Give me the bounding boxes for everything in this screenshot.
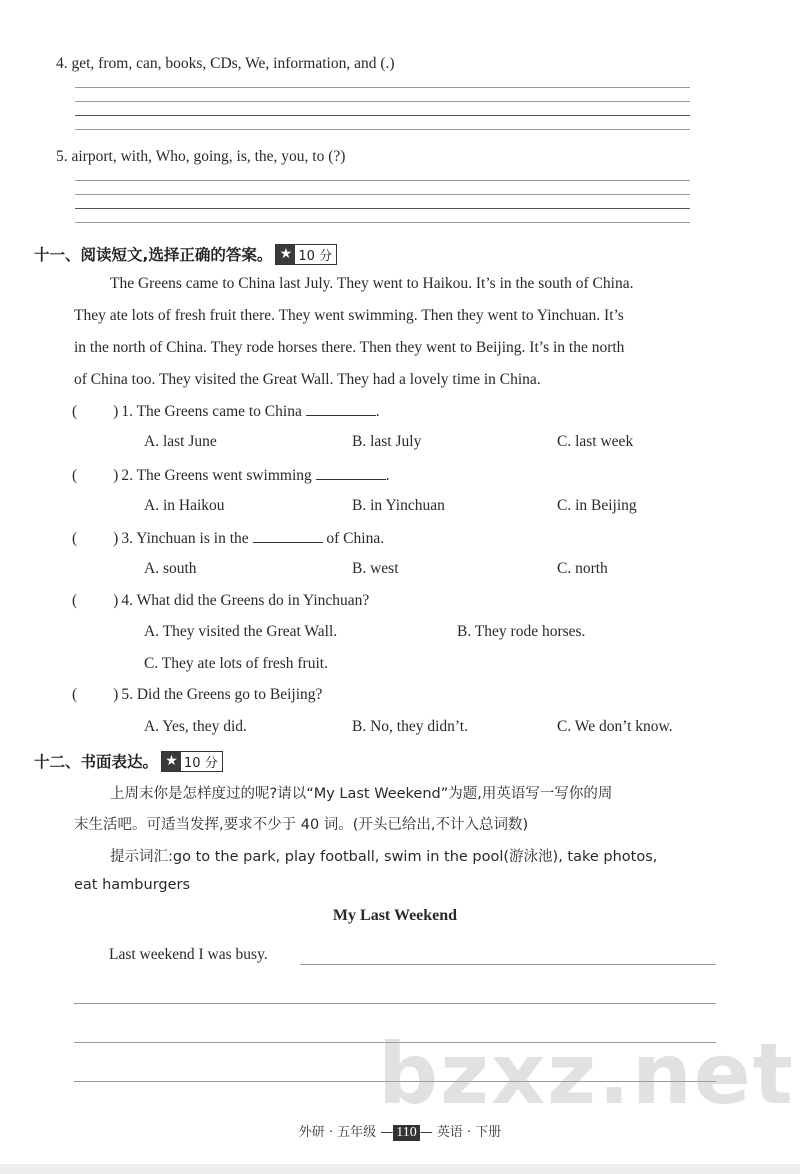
answer-lines-q5[interactable]	[75, 180, 690, 225]
answer-paren-open[interactable]: (	[72, 592, 78, 609]
hint-words-line-1: 提示词汇:go to the park, play football, swim in the pool(游泳池), take photos,	[110, 849, 658, 865]
score-badge	[275, 244, 337, 265]
reorder-question-4: 4. get, from, can, books, CDs, We, information, and (.)	[56, 55, 395, 72]
section-12-title: 十二、书面表达。	[34, 753, 159, 771]
reorder-question-5: 5. airport, with, Who, going, is, the, you, to (?)	[56, 148, 346, 165]
answer-line	[75, 180, 690, 181]
question-4: ( ) 4. What did the Greens do in Yinchuan?	[72, 592, 370, 609]
answer-line	[75, 194, 690, 195]
star-icon: ★	[162, 752, 181, 771]
option-a[interactable]: A. last June	[144, 433, 217, 450]
footer-left: 外研 · 五年级 —	[298, 1125, 394, 1140]
page-footer	[0, 1121, 800, 1141]
section-11-heading	[34, 243, 337, 265]
answer-line	[75, 208, 690, 209]
option-c[interactable]: C. in Beijing	[557, 497, 637, 514]
writing-line[interactable]	[74, 1003, 716, 1004]
section-11-title: 十一、阅读短文,选择正确的答案。	[34, 246, 273, 264]
option-b[interactable]: B. They rode horses.	[457, 623, 586, 640]
question-2: ( ) 2. The Greens went swimming .	[72, 467, 390, 484]
answer-paren-close: )	[113, 530, 119, 547]
answer-line	[75, 115, 690, 116]
answer-paren-open[interactable]: (	[72, 686, 78, 703]
fill-blank[interactable]	[253, 528, 323, 543]
option-a[interactable]: A. in Haikou	[144, 497, 225, 514]
page-bottom-edge	[0, 1164, 800, 1174]
answer-line	[75, 87, 690, 88]
composition-title: My Last Weekend	[332, 907, 458, 924]
reading-passage	[74, 268, 718, 396]
answer-line	[75, 222, 690, 223]
passage-line: in the north of China. They rode horses there. Then they went to Beijing. It’s in the north	[74, 339, 625, 356]
writing-instruction-line-2: 末生活吧。可适当发挥,要求不少于 40 词。(开头已给出,不计入总词数)	[74, 817, 529, 833]
star-icon: ★	[276, 245, 295, 264]
answer-line	[75, 101, 690, 102]
score-text: 10 分	[298, 248, 333, 264]
answer-paren-open[interactable]: (	[72, 530, 78, 547]
answer-paren-close: )	[113, 592, 119, 609]
score-text: 10 分	[184, 755, 218, 771]
writing-line[interactable]	[300, 964, 716, 965]
answer-paren-close: )	[113, 403, 119, 420]
answer-line	[75, 129, 690, 130]
option-a[interactable]: A. south	[144, 560, 197, 577]
fill-blank[interactable]	[316, 465, 386, 480]
option-b[interactable]: B. in Yinchuan	[352, 497, 445, 514]
section-12-heading	[34, 750, 223, 772]
option-b[interactable]: B. No, they didn’t.	[352, 718, 468, 735]
score-badge	[161, 751, 223, 772]
question-1: ( ) 1. The Greens came to China .	[72, 403, 380, 420]
page-number: 110	[393, 1125, 419, 1141]
hint-words-line-2: eat hamburgers	[74, 877, 191, 893]
passage-line: They ate lots of fresh fruit there. They went swimming. Then they went to Yinchuan. It’s	[74, 307, 624, 324]
passage-line: The Greens came to China last July. They went to Haikou. It’s in the south of China.	[110, 275, 634, 292]
option-b[interactable]: B. last July	[352, 433, 422, 450]
answer-lines-q4[interactable]	[75, 87, 690, 132]
option-b[interactable]: B. west	[352, 560, 399, 577]
answer-paren-close: )	[113, 686, 119, 703]
option-a[interactable]: A. Yes, they did.	[144, 718, 247, 735]
option-c[interactable]: C. They ate lots of fresh fruit.	[144, 655, 328, 672]
passage-line: of China too. They visited the Great Wall. They had a lovely time in China.	[74, 371, 541, 388]
option-c[interactable]: C. We don’t know.	[557, 718, 673, 735]
writing-instruction-line-1: 上周末你是怎样度过的呢?请以“My Last Weekend”为题,用英语写一写你的周	[110, 786, 613, 802]
answer-paren-open[interactable]: (	[72, 403, 78, 420]
footer-right: — 英语 · 下册	[419, 1125, 502, 1140]
question-5: ( ) 5. Did the Greens go to Beijing?	[72, 686, 323, 703]
option-a[interactable]: A. They visited the Great Wall.	[144, 623, 338, 640]
watermark: bzxz.net	[378, 1025, 795, 1123]
composition-opening: Last weekend I was busy.	[109, 946, 268, 963]
question-3: ( ) 3. Yinchuan is in the of China.	[72, 530, 385, 547]
option-c[interactable]: C. north	[557, 560, 608, 577]
fill-blank[interactable]	[306, 401, 376, 416]
answer-paren-open[interactable]: (	[72, 467, 78, 484]
answer-paren-close: )	[113, 467, 119, 484]
option-c[interactable]: C. last week	[557, 433, 634, 450]
